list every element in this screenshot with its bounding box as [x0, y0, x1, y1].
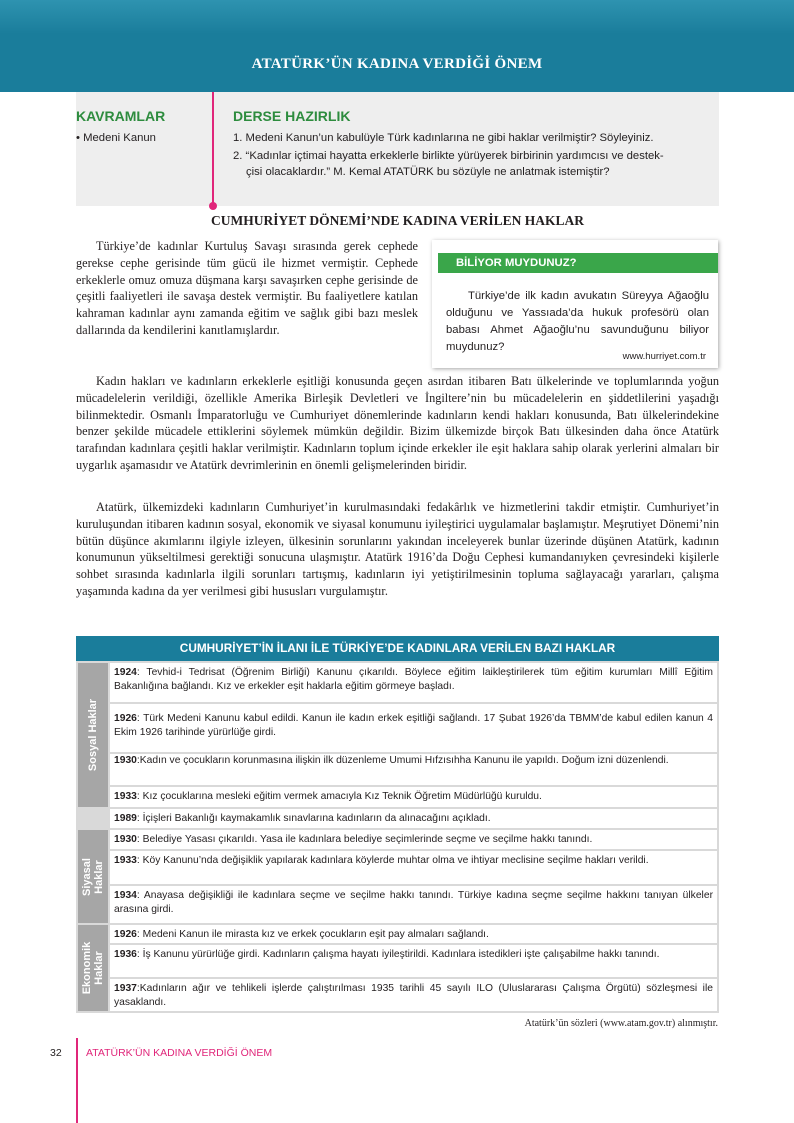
row-text: :Kadınların ağır ve tehlikeli işlerde çalıştırılması 1935 tarihli 45 sayılı ILO (Uluslararası Çalışma Örgütü) sözleşmesi ile yasaklandı.: [114, 983, 713, 1008]
category-label-line: Haklar: [93, 951, 105, 985]
row-year: 1989: [114, 813, 137, 824]
row-year: 1926: [114, 929, 137, 940]
box-text: Türkiye’de ilk kadın avukatın Süreyya Ağaoğlu olduğunu ve Yassıada’da hukuk profesörü olan babası Ahmet Ağaoğlu’nu savunduğunu biliyor muydunuz?: [446, 290, 709, 353]
derse-hazirlik-heading: DERSE HAZIRLIK: [233, 108, 351, 124]
biliyor-muydunuz-box: [432, 240, 718, 368]
table-row: [110, 830, 717, 849]
category-label-line: Siyasal: [81, 857, 93, 896]
section-title: CUMHURİYET DÖNEMİ’NDE KADINA VERİLEN HAKLAR: [210, 213, 585, 228]
table-row: [110, 945, 717, 977]
table-row: [110, 886, 717, 923]
row-year: 1926: [114, 713, 137, 724]
category-label-line: Ekonomik: [81, 941, 93, 995]
row-text: : Medeni Kanun ile mirasta kız ve erkek çocukların eşit pay almaları sağlandı.: [136, 929, 489, 940]
table-row: [110, 925, 717, 943]
row-text: :Kadın ve çocukların korunmasına ilişkin ilk düzenleme Umumi Hıfzısıhha Kanunu ile yapıldı. Doğum izni düzenlendi.: [136, 755, 669, 766]
category-political: [78, 830, 108, 923]
table-row: [110, 663, 717, 702]
category-label: [81, 942, 105, 995]
table-row: [110, 754, 717, 785]
row-text: : İçişleri Bakanlığı kaymakamlık sınavlarına kadınların da alınacağını açıkladı.: [136, 813, 491, 824]
category-label: [81, 858, 105, 896]
row-year: 1924: [114, 667, 137, 678]
row-text: : Belediye Yasası çıkarıldı. Yasa ile kadınlara belediye seçimlerinde seçme ve seçilme hakkı tanındı.: [136, 834, 593, 845]
question-2-line2: çisi olacaklardır.” M. Kemal ATATÜRK bu sözüyle ne anlatmak istemiştir?: [246, 166, 610, 178]
row-text: : Kız çocuklarına mesleki eğitim vermek amacıyla Kız Teknik Öğretim Müdürlüğü kuruldu.: [136, 791, 542, 802]
row-text: : Tevhid-i Tedrisat (Öğrenim Birliği) Kanunu çıkarıldı. Böylece eğitim laikleştirilerek tüm eğitim kurumları Millî Eğitim Bakanlığına bağlandı. Kız ve erkekler eşit haklarla eğitim görmeye başladı.: [114, 667, 713, 692]
row-year: 1936: [114, 949, 137, 960]
footer-divider: [76, 1038, 78, 1123]
divider-dot: [209, 202, 217, 210]
question-2-line1: 2. “Kadınlar içtimai hayatta erkeklerle birlikte yürüyerek birbirinin yardımcısı ve destek-: [233, 150, 664, 162]
row-text: : Türk Medeni Kanunu kabul edildi. Kanun ile kadın erkek eşitliği sağlandı. 17 Şubat 1926’da TBMM’de kabul edilen kanun 4 Ekim 1926 tarihinde yürürlüğe girdi.: [114, 713, 713, 738]
kavramlar-heading: KAVRAMLAR: [76, 108, 166, 124]
table-row: [110, 787, 717, 807]
category-label: Sosyal Haklar: [87, 698, 99, 772]
paragraph-1: Türkiye’de kadınlar Kurtuluş Savaşı sırasında gerek cephede gerekse cephe gerisinde tüm gücü ile hizmet vermiştir. Cephede erkeklerle omuz omuza düşmana karşı savaşırken cephe gerisinde de çeşitli faaliyetleri ile savaşa destek vermiştir. Bu faaliyetlere katılan kahraman kadınlar aynı zamanda eğitim ve sağlık gibi bazı meslek dallarında da kendilerini kanıtlamışlardır.: [76, 239, 418, 337]
box-heading: BİLİYOR MUYDUNUZ?: [438, 253, 718, 273]
box-source: www.hurriyet.com.tr: [622, 351, 706, 362]
paragraph-2: Kadın hakları ve kadınların erkeklerle eşitliği konusunda geçen asırdan itibaren Batı ülkelerinde ve toplumlarında yoğun mücadelelerin verildiği, özellikle Amerika Birleşik Devletleri ve İngiltere’nin bu mücadelelerin en şiddetlilerini yaşadığı bilinmektedir. Osmanlı İmparatorluğu ve Cumhuriyet dönemlerinde kadınların kendi hakları konusunda, Batı ülkelerindekine benzer şekilde mücadele ettiklerini söylemek mümkün değildir. Bizim ülkemizde birçok Batı ülkesinden daha önce Atatürk tarafından kadınlara çeşitli haklar verilmiştir. Kadınların toplum içinde erkekler ile eşit haklara sahip olarak yerlerini almaları bir uygarlık aşamasıdır ve Atatürk devrimlerinin en önemli gelişmelerinden biridir.: [76, 374, 719, 472]
table-row: [110, 809, 717, 828]
table-row: [110, 851, 717, 884]
panel-divider: [212, 92, 214, 206]
rights-table: [76, 661, 719, 1013]
paragraph-3: Atatürk, ülkemizdeki kadınların Cumhuriyet’in kurulmasındaki fedakârlık ve hizmetlerini takdir etmiştir. Cumhuriyet’in kuruluşundan itibaren kadının sosyal, ekonomik ve siyasal konumunu iyileştirici uygulamalar başlamıştır. Meşrutiyet Dönemi’nin bütün düşünce akımlarını ilgiyle izleyen, ülkesinin sorunlarını yakından inceleyerek bunlar üzerinde düşünen Atatürk, kadının konumunun yükseltilmesi gerektiği sonucuna ulaşmıştır. Atatürk 1916’da Doğu Cephesi kumandanıyken çevresindeki kişilerle sohbet sırasında kadınlarla ilgili sorunları tartışmış, kadınların iyi yetiştirilmesinin topluma sağlayacağı yararları, çalışma yaşamında kadına da yer verilmesi gibi hususları vurgulamıştır.: [76, 500, 719, 598]
header-band: [0, 0, 794, 92]
category-economic: [78, 925, 108, 1011]
table-row: [110, 979, 717, 1011]
running-title: ATATÜRK’ÜN KADINA VERDİĞİ ÖNEM: [86, 1047, 273, 1059]
row-year: 1933: [114, 855, 137, 866]
row-year: 1933: [114, 791, 137, 802]
question-1: 1. Medeni Kanun’un kabulüyle Türk kadınlarına ne gibi haklar verilmiştir? Söyleyiniz.: [233, 132, 654, 144]
row-text: : İş Kanunu yürürlüğe girdi. Kadınların çalışma hayatı iyileştirildi. Kadınlara istedikleri işte çalışabilme hakkı tanındı.: [136, 949, 660, 960]
row-text: : Köy Kanunu’nda değişiklik yapılarak kadınlara köylerde muhtar olma ve ihtiyar meclisine seçilme hakları verildi.: [136, 855, 649, 866]
row-text: : Anayasa değişikliği ile kadınlara seçme ve seçilme hakkı tanındı. Türkiye kadına seçme seçilme hakkını tanıyan ülkeler arasına girdi.: [114, 890, 713, 915]
kavram-item: • Medeni Kanun: [76, 132, 156, 144]
row-year: 1934: [114, 890, 137, 901]
category-label-line: Haklar: [93, 859, 105, 894]
row-year: 1930: [114, 834, 137, 845]
table-row: [110, 704, 717, 752]
source-note: Atatürk’ün sözleri (www.atam.gov.tr) alınmıştır.: [524, 1018, 718, 1029]
category-social: [78, 663, 108, 807]
row-year: 1930: [114, 755, 137, 766]
page-number: 32: [50, 1047, 62, 1059]
page-title: ATATÜRK’ÜN KADINA VERDİĞİ ÖNEM: [251, 56, 543, 72]
table-title: CUMHURİYET’İN İLANI İLE TÜRKİYE’DE KADINLARA VERİLEN BAZI HAKLAR: [76, 636, 719, 661]
row-year: 1937: [114, 983, 137, 994]
